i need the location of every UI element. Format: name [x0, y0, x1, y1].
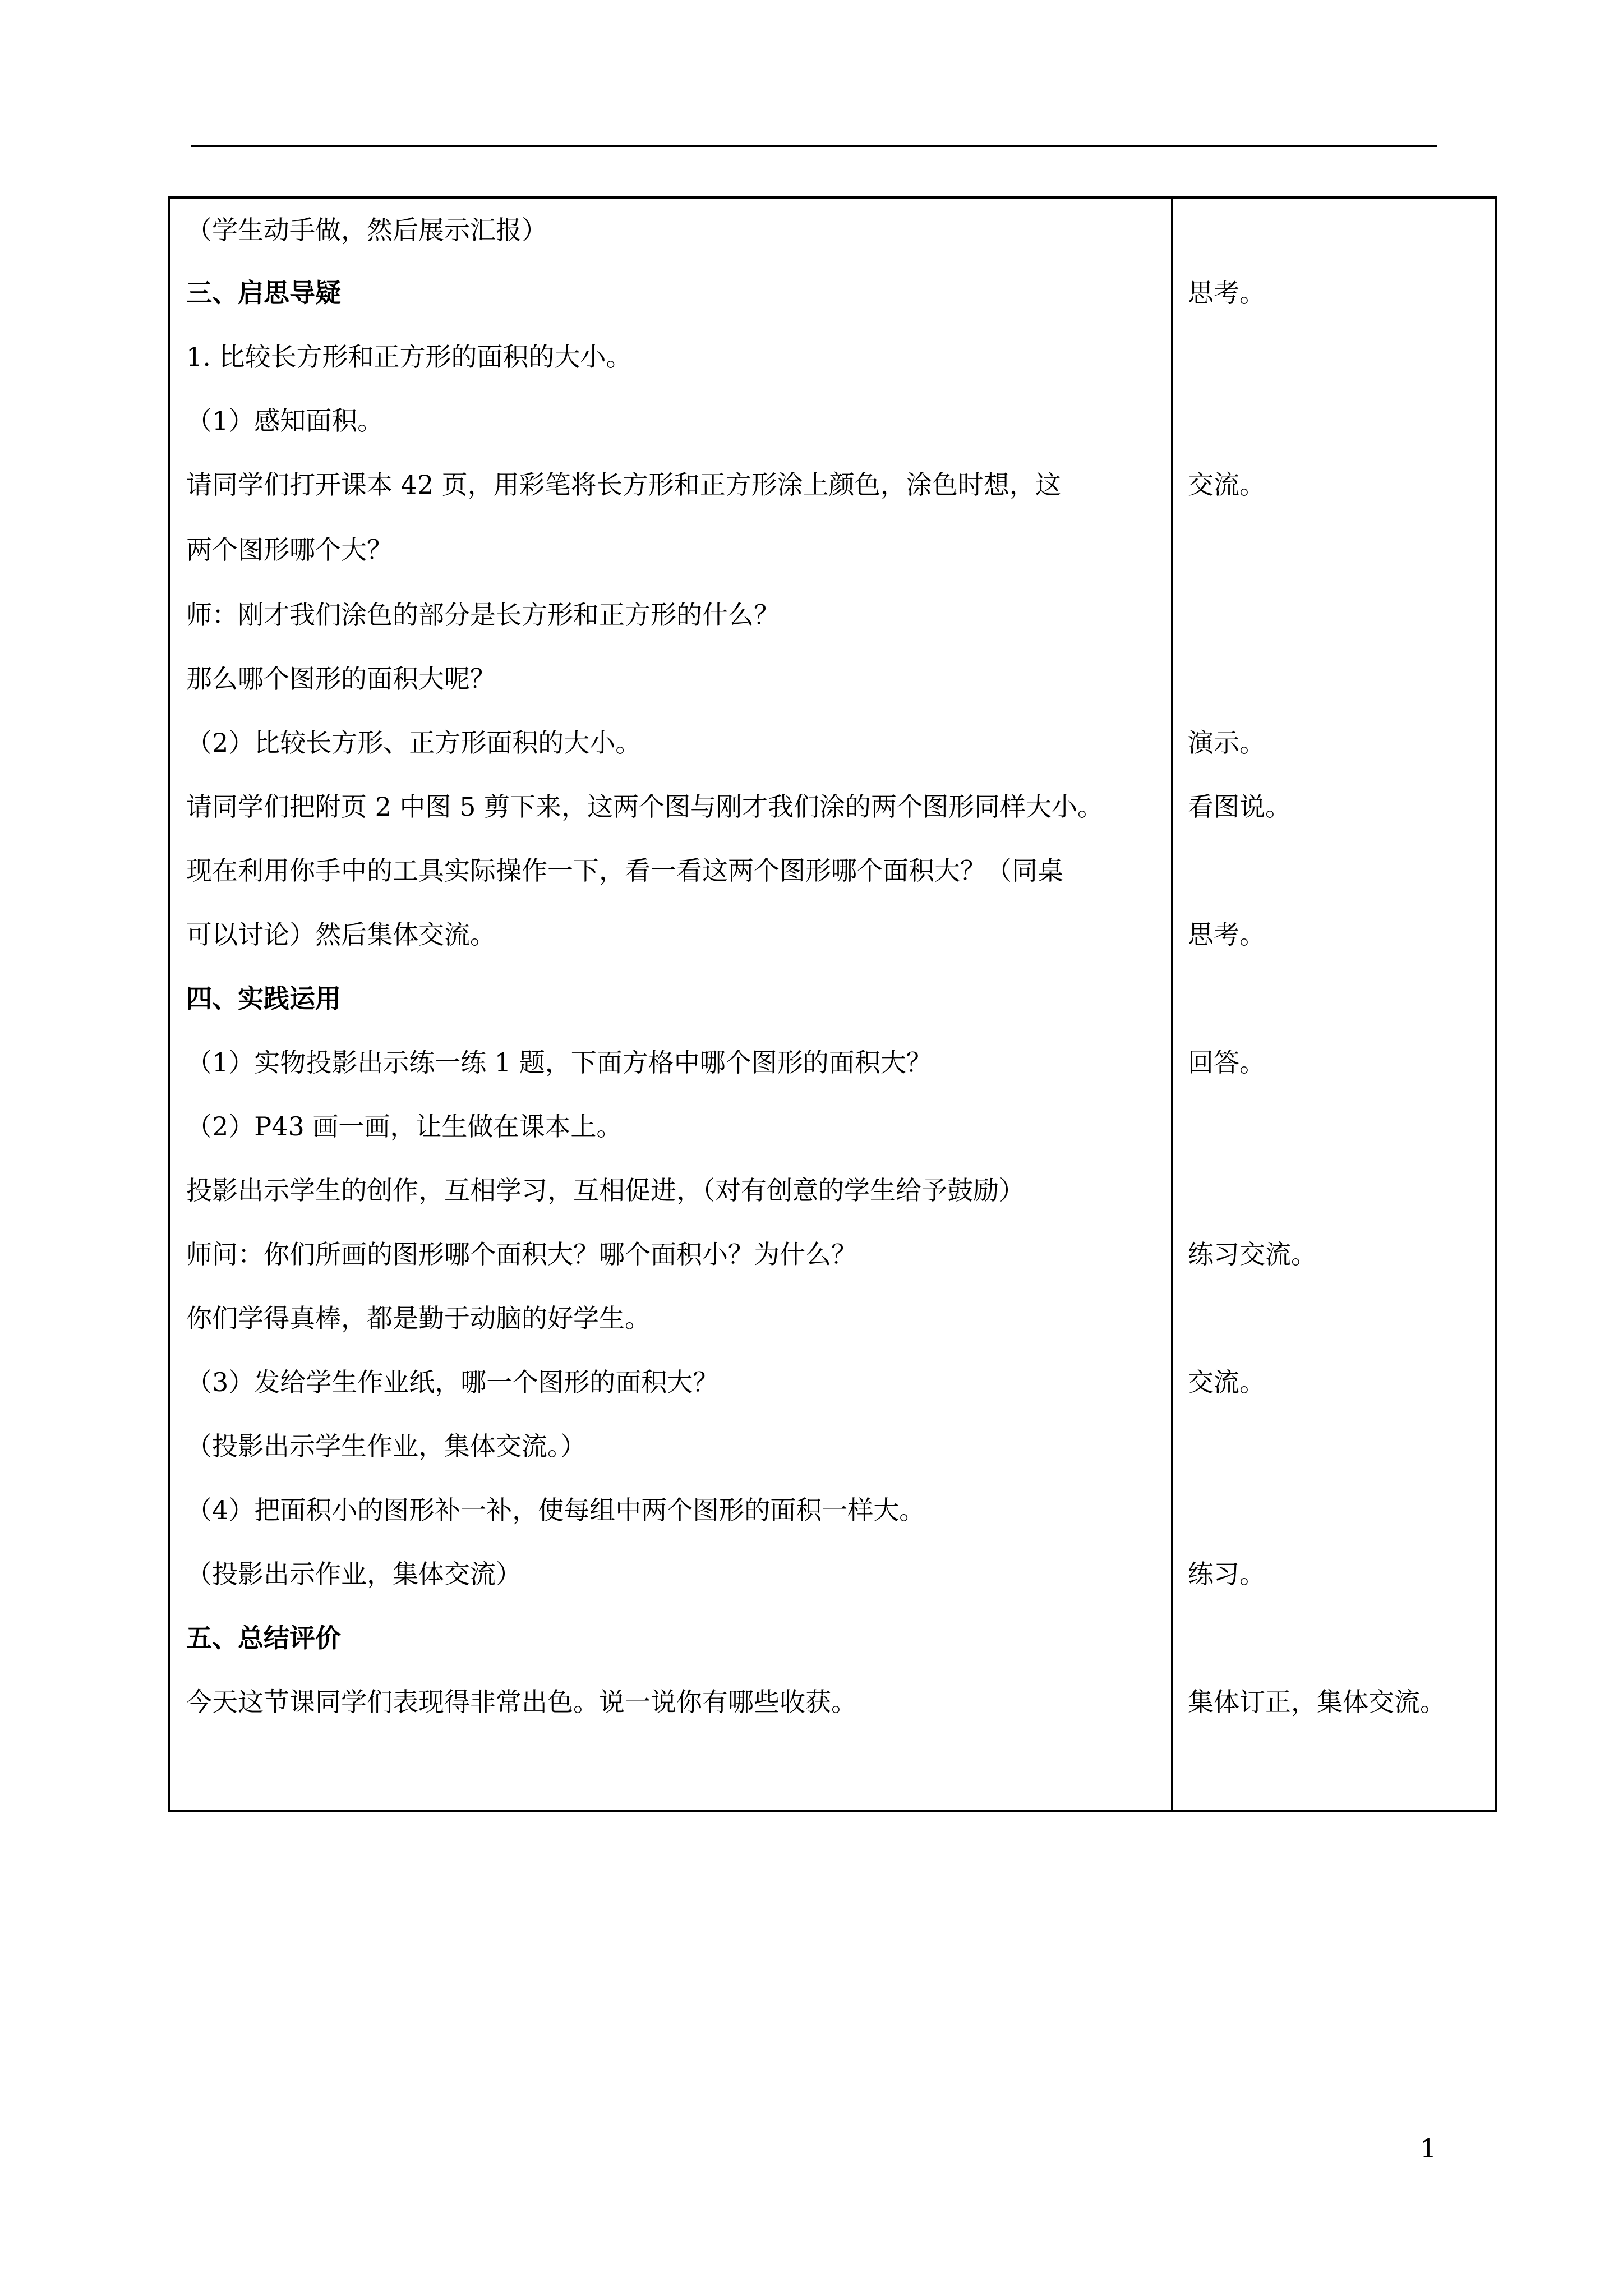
left-line-text: 师问：你们所画的图形哪个面积大？哪个面积小？为什么？ — [186, 1239, 857, 1269]
left-line-sub-3: （3）发给学生作业纸，哪一个图形的面积大？ — [186, 1367, 719, 1397]
student-activity: 交流。 — [1188, 1367, 1265, 1397]
student-activity: 回答。 — [1188, 1047, 1265, 1078]
left-line-sub-1: （1）感知面积。 — [186, 406, 384, 436]
left-line-text: 请同学们把附页 2 中图 5 剪下来，这两个图与刚才我们涂的两个图形同样大小。 — [186, 792, 1104, 822]
left-line-sub-1: （1）实物投影出示练一练 1 题，下面方格中哪个图形的面积大？ — [186, 1047, 932, 1078]
student-activity: 思考。 — [1188, 919, 1265, 950]
left-line-text: 请同学们打开课本 42 页，用彩笔将长方形和正方形涂上颜色，涂色时想，这 — [186, 470, 1061, 500]
left-line-text: 投影出示学生的创作，互相学习，互相促进，（对有创意的学生给予鼓励） — [186, 1175, 1025, 1205]
left-line-intro: （学生动手做，然后展示汇报） — [186, 215, 547, 245]
left-line-text: 师：刚才我们涂色的部分是长方形和正方形的什么？ — [186, 600, 780, 630]
student-activity: 练习交流。 — [1188, 1239, 1317, 1269]
left-line-text: 今天这节课同学们表现得非常出色。说一说你有哪些收获。 — [186, 1687, 857, 1717]
student-activity: 看图说。 — [1188, 792, 1291, 822]
left-line-text: 可以讨论）然后集体交流。 — [186, 919, 496, 950]
section-heading-3: 三、启思导疑 — [186, 278, 341, 308]
left-line-sub-4: （4）把面积小的图形补一补，使每组中两个图形的面积一样大。 — [186, 1495, 925, 1525]
header-rule — [191, 145, 1437, 147]
left-line-text: 两个图形哪个大？ — [186, 535, 393, 565]
student-activity: 思考。 — [1188, 278, 1265, 308]
left-line-text: （投影出示学生作业，集体交流。） — [186, 1431, 586, 1461]
page-number: 1 — [1420, 2133, 1437, 2164]
section-heading-4: 四、实践运用 — [186, 983, 341, 1014]
student-activity: 练习。 — [1188, 1559, 1265, 1589]
left-line-text: 那么哪个图形的面积大呢？ — [186, 664, 496, 694]
student-activity: 集体订正，集体交流。 — [1188, 1687, 1446, 1717]
left-line-text: 现在利用你手中的工具实际操作一下，看一看这两个图形哪个面积大？（同桌 — [186, 855, 1063, 886]
left-line-sub-2: （2）P43 画一画，让生做在课本上。 — [186, 1111, 623, 1142]
left-line-sub-2: （2）比较长方形、正方形面积的大小。 — [186, 728, 642, 758]
left-line-item-1: 1. 比较长方形和正方形的面积的大小。 — [186, 342, 632, 372]
section-heading-5: 五、总结评价 — [186, 1623, 341, 1653]
student-activity: 交流。 — [1188, 470, 1265, 500]
left-line-text: （投影出示作业，集体交流） — [186, 1559, 522, 1589]
left-line-text: 你们学得真棒，都是勤于动脑的好学生。 — [186, 1303, 651, 1333]
student-activity: 演示。 — [1188, 728, 1265, 758]
column-divider — [1171, 196, 1173, 1812]
